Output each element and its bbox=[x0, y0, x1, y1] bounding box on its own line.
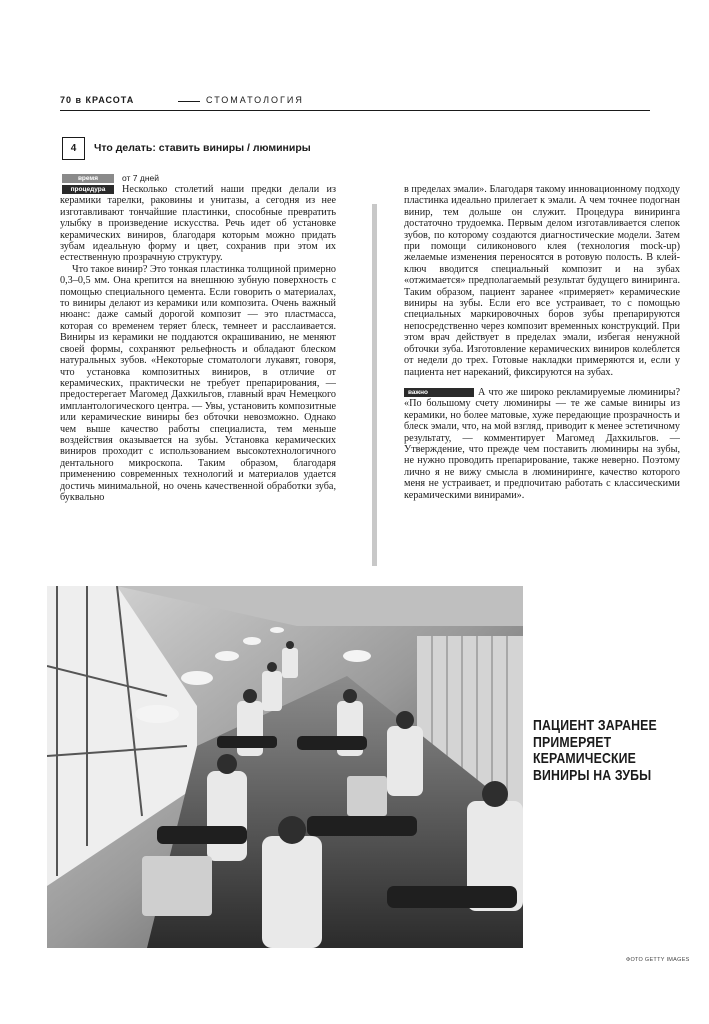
time-tag: время bbox=[62, 174, 114, 183]
article-paragraph: Несколько столетий наши предки делали из керамики тарелки, раковины и унитазы, а сегодня из нее изготавливают тончайшие пластинки, способные превратить улыбку в произведение искусства. Речь идет об установке керамических виниров, благодаря которым можно придать зубам идеальную форму и цвет, сохранив при этом их естественную прозрачную структуру. bbox=[60, 184, 336, 264]
header-rule bbox=[60, 110, 650, 111]
article-paragraph: Что такое винир? Это тонкая пластинка толщиной примерно 0,3–0,5 мм. Она крепится на внешнюю зубную поверхность с помощью специального цемента. Если говорить о материалах, то виниры делают из керамики или композита. Очень важный нюанс: даже самый дорогой композит — это пластмасса, которая со временем теряет блеск, темнеет и расслаивается. Виниры из керамики не поддаются окрашиванию, не меняют своей формы, сохраняют рельефность и обладают блеском натуральных зубов. «Некоторые стоматологи лукавят, говоря, что установка композитных виниров, в отличие от керамических, практически не требует препарирования, — предостерегает Магомед Дахкильгов, главный врач Немецкого имплантологического центра. — Увы, установить композитные или керамические виниры без обточки невозможно. Однако чем выше качество работы специалиста, тем меньше воздействия оказывается на зубы. Установка керамических виниров проходит с использованием высокотехнологичного дентального микроскопа. Таким образом, благодаря применению современных технологий и материалов удается достичь минимальной, но очень качественной обработки зуба, буквально bbox=[60, 263, 336, 503]
photo-credit: ФОТО GETTY IMAGES bbox=[626, 957, 690, 963]
article-column-right bbox=[404, 184, 680, 501]
procedure-tag: процедура bbox=[62, 185, 114, 194]
page-number-label: 70 в КРАСОТА bbox=[60, 95, 135, 105]
item-number: 4 bbox=[70, 143, 77, 154]
important-tag: важно bbox=[404, 388, 474, 397]
item-title: Что делать: ставить виниры / люминиры bbox=[94, 142, 311, 154]
item-number-box bbox=[62, 137, 85, 160]
decorative-bar bbox=[372, 204, 377, 566]
important-text: А что же широко рекламируемые люминиры? «По большому счету люминиры — те же самые виниры из керамики, но более матовые, хуже передающие прозрачность и блеск эмали, что, на мой взгляд, приводит к менее эстетичному результату, — комментирует Магомед Дахкильгов. — Утверждение, что прежде чем поставить люминиры на зубы, не нужно проводить препарирование, также неверно. Поэтому лично я не вижу смысла в люминиринге, качество которого меня не устраивает, и предпочитаю работать с классическими керамическими винирами». bbox=[404, 386, 680, 501]
header-divider bbox=[178, 101, 200, 102]
article-column-left bbox=[60, 184, 336, 503]
dental-clinic-photo bbox=[47, 586, 523, 948]
time-value: от 7 дней bbox=[122, 173, 160, 183]
photo-caption: ПАЦИЕНТ ЗАРАНЕЕ ПРИМЕРЯЕТ КЕРАМИЧЕСКИЕ ВИНИРЫ НА ЗУБЫ bbox=[533, 717, 657, 784]
section-name: СТОМАТОЛОГИЯ bbox=[206, 95, 304, 105]
photo-illustration bbox=[47, 586, 523, 948]
article-paragraph: в пределах эмали». Благодаря такому инновационному подходу пластинка идеально прилегает к эмали. А чем точнее подогнан винир, тем дольше он служит. Процедура виниринга достаточно трудоемка. Первым делом изготавливается слепок зубов, по которому создаются диагностические модели. Затем при помощи силиконового клея (технология mock-up) желаемые изменения переносятся в ротовую полость. В клей-ключ вводится специальный композит и на зубах «отжимается» предполагаемый результат будущего виниринга. Таким образом, пациент заранее «примеряет» керамические виниры на зубы. Если его все устраивает, то с помощью специальных маркировочных боров зубы препарируются непосредственно через композит временных конструкций. При этом врач действует в пределах эмали, избегая ненужной обточки зуба. Изготовление керамических виниров колеблется от недели до трех. Готовые накладки примеряются и, если у пациента нет нареканий, фиксируются на зубах. bbox=[404, 184, 680, 378]
important-paragraph bbox=[404, 387, 680, 501]
